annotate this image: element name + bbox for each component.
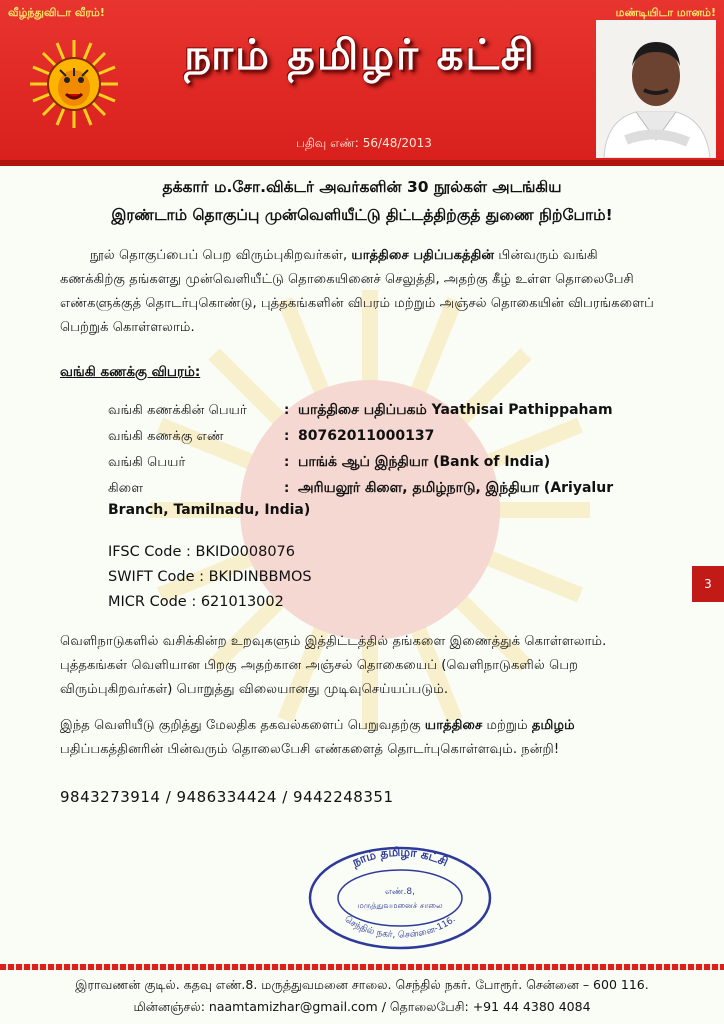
registration-label: பதிவு எண்: — [296, 136, 359, 150]
micr-code: MICR Code : 621013002 — [108, 594, 284, 610]
seal-line-1: எண்.8, — [385, 887, 415, 897]
bank-row-account-number — [108, 428, 434, 445]
seal-bottom-text: செந்தில் நகர், சென்னை-116. — [342, 914, 458, 941]
contact-paragraph — [60, 714, 660, 762]
bank-row-value: யாத்திசை பதிப்பகம் Yaathisai Pathippaham — [298, 402, 613, 418]
bank-row-value: பாங்க் ஆப் இந்தியா (Bank of India) — [298, 454, 551, 470]
title-line-2: இரண்டாம் தொகுப்பு முன்வெளியீட்டு திட்டத்திற்குத் துணை நிற்போம்! — [111, 206, 613, 224]
bank-row-value: அரியலூர் கிளை, தமிழ்நாடு, இந்தியா (Ariyalur — [298, 480, 614, 496]
contact-text-3: பதிப்பகத்தினரின் பின்வரும் தொலைபேசி எண்களைத் தொடர்புகொள்ளவும். நன்றி! — [60, 742, 560, 757]
bank-row-branch — [108, 480, 613, 498]
bank-row-label: வங்கி கணக்கு எண் — [108, 429, 224, 444]
publisher-yaathisai: யாத்திசை — [424, 718, 483, 733]
publisher-name: யாத்திசை பதிப்பகத்தின் — [351, 248, 495, 263]
title-line-1: தக்கார் ம.சோ.விக்டர் அவர்களின் 30 நூல்கள் அடங்கிய — [162, 178, 562, 196]
registration-number: 56/48/2013 — [362, 136, 432, 150]
bank-row-account-name — [108, 402, 613, 420]
party-name: நாம் தமிழர் கட்சி — [184, 30, 536, 79]
separator: : — [284, 403, 290, 418]
bank-row-value: 80762011000137 — [298, 428, 435, 444]
party-seal-stamp — [306, 842, 494, 950]
bank-details-heading: வங்கி கணக்கு விபரம்: — [60, 364, 201, 380]
contact-text-1: இந்த வெளியீடு குறித்து மேலதிக தகவல்களைப் பெறுவதற்கு — [60, 718, 425, 733]
separator: : — [284, 481, 290, 496]
branch-continued: Branch, Tamilnadu, India) — [108, 502, 311, 518]
separator: : — [284, 455, 290, 470]
footer-address: இராவணன் குடில். கதவு எண்.8. மருத்துவமனை சாலை. செந்தில் நகர். போரூர். சென்னை – 600 116. — [75, 977, 649, 992]
seal-top-text: நாம் தமிழர் கட்சி — [350, 844, 451, 870]
intro-text-1: நூல் தொகுப்பைப் பெற விரும்புகிறவர்கள், — [90, 248, 352, 263]
intro-paragraph — [60, 244, 660, 340]
swift-code: SWIFT Code : BKIDINBBMOS — [108, 569, 312, 585]
svg-text:நாம் தமிழர் கட்சி — [349, 845, 450, 870]
slogan-right: மண்டியிடா மானம்! — [615, 6, 716, 19]
contact-text-2: மற்றும் — [482, 718, 532, 733]
footer-divider — [0, 964, 724, 970]
footer-phone: +91 44 4380 4084 — [472, 999, 591, 1014]
intro-text-2: பின்வரும் வங்கி கணக்கிற்கு தங்களது முன்வெளியீட்டு தொகையினைச் செலுத்தி, அதற்கு கீழ் உள்ள தொலைபேசி எண்களுக்குத் தொடர்புகொண்டு, புத்தகங்களின் விபரம் மற்றும் அஞ்சல் தொகையின் விபரங்களைப் பெற்றுக் கொள்ளலாம். — [60, 248, 654, 335]
letterhead-header — [0, 0, 724, 166]
ifsc-code: IFSC Code : BKID0008076 — [108, 544, 295, 560]
registration — [0, 136, 724, 152]
bank-row-label: வங்கி பெயர் — [108, 455, 186, 470]
seal-line-2: மருத்துவமனைச் சாலை — [357, 901, 443, 910]
separator: : — [284, 429, 290, 444]
phone-numbers: 9843273914 / 9486334424 / 9442248351 — [60, 788, 394, 806]
bank-row-label: வங்கி கணக்கின் பெயர் — [108, 403, 247, 418]
bank-row-label: கிளை — [108, 481, 144, 496]
email-address[interactable]: naamtamizhar@gmail.com — [208, 999, 378, 1014]
footer-divider-slash: / — [381, 999, 386, 1014]
tiger-emblem-icon — [30, 40, 118, 128]
overseas-paragraph: வெளிநாடுகளில் வசிக்கின்ற உறவுகளும் இத்திட்டத்தில் தங்களை இணைத்துக் கொள்ளலாம். புத்தகங்கள் வெளியான பிறகு அதற்கான அஞ்சல் தொகையைப் (வெளிநாடுகளில் பெற விரும்புகிறவர்கள்) பொறுத்து விலையானது முடிவுசெய்யப்படும். — [60, 634, 607, 697]
slogan-left: வீழ்ந்துவிடா வீரம்! — [8, 6, 105, 19]
page-number: 3 — [692, 566, 724, 602]
publisher-thamizham: தமிழம் — [531, 718, 575, 733]
footer-contact — [0, 999, 724, 1016]
bank-row-bank-name — [108, 454, 550, 472]
email-label: மின்னஞ்சல்: — [133, 999, 205, 1014]
phone-label: தொலைபேசி: — [389, 999, 469, 1014]
